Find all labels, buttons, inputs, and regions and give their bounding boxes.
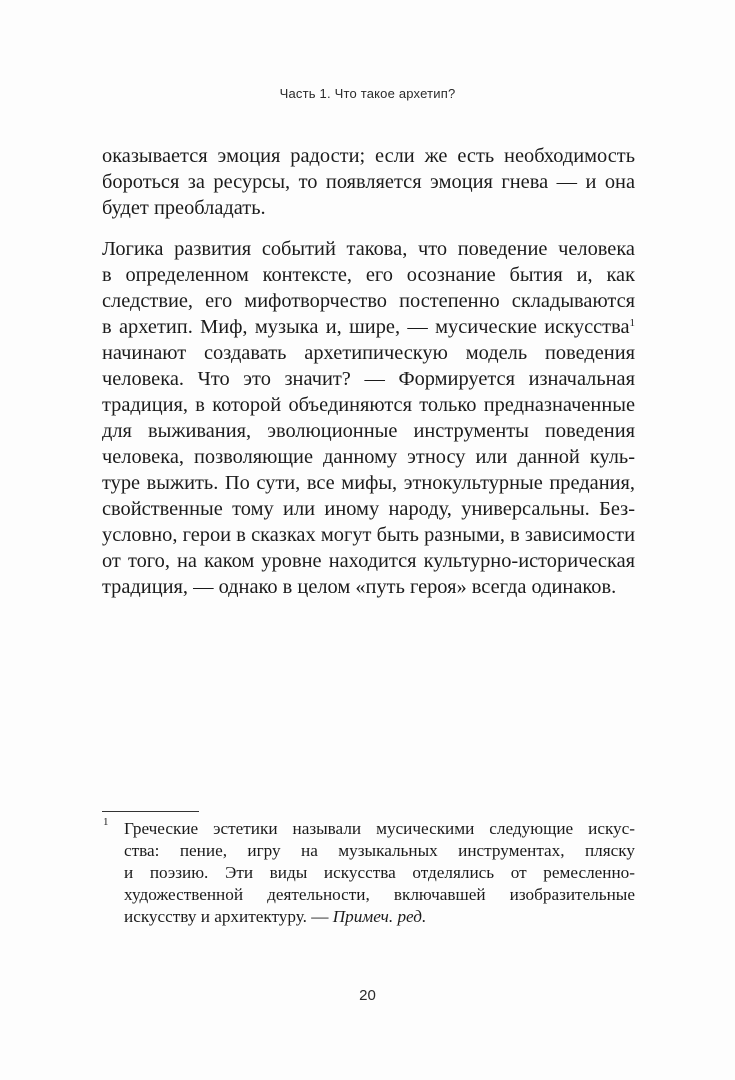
body-line: будет преобладать.	[102, 197, 266, 219]
body-line: начинают создавать архетипическую модель поведения	[102, 342, 635, 364]
page-number: 20	[359, 987, 376, 1004]
body-line: для выживания, эволюционные инструменты поведения	[102, 420, 635, 442]
footnote-line: и поэзию. Эти виды искусства отделялись от ремесленно-	[124, 863, 635, 882]
footnote-marker: 1	[103, 816, 109, 828]
footnote-line-text: искусству и архитектуру. —	[124, 907, 333, 926]
body-line: оказывается эмоция радости; если же есть необходимость	[102, 145, 635, 167]
body-line: Логика развития событий такова, что поведение человека	[102, 238, 635, 260]
body-line: следствие, его мифотворчество постепенно складываются	[102, 290, 635, 312]
body-line: в определенном контексте, его осознание бытия и, как	[102, 264, 635, 286]
footnote-reference[interactable]: 1	[629, 317, 635, 329]
body-line-text: в архетип. Миф, музыка и, шире, — мусические искусства	[102, 316, 630, 338]
editor-note: Примеч. ред.	[332, 907, 427, 926]
body-line: человека, позволяющие данному этносу или данной куль-	[102, 446, 635, 468]
footnote-line: ства: пение, игру на музыкальных инструментах, пляску	[124, 841, 635, 860]
footnote-divider	[102, 811, 199, 812]
body-line: условно, герои в сказках могут быть разными, в зависимости	[102, 524, 635, 546]
body-line: традиция, — однако в целом «путь героя» всегда одинаков.	[102, 576, 617, 598]
body-line: от того, на каком уровне находится культурно-историческая	[102, 550, 635, 572]
body-line: туре выжить. По сути, все мифы, этнокультурные предания,	[102, 472, 635, 494]
body-line-with-footnote	[102, 314, 635, 340]
body-line: человека. Что это значит? — Формируется изначальная	[102, 368, 635, 390]
body-line: традиция, в которой объединяются только предназначенные	[102, 394, 635, 416]
running-header: Часть 1. Что такое архетип?	[279, 86, 456, 101]
footnote-line: художественной деятельности, включавшей изобразительные	[124, 885, 635, 904]
body-line: свойственные тому или иному народу, универсальны. Без-	[102, 498, 635, 520]
footnote-line-last	[124, 906, 635, 928]
footnote-line: Греческие эстетики называли мусическими следующие искус-	[124, 819, 635, 838]
body-line: бороться за ресурсы, то появляется эмоция гнева — и она	[102, 171, 635, 193]
